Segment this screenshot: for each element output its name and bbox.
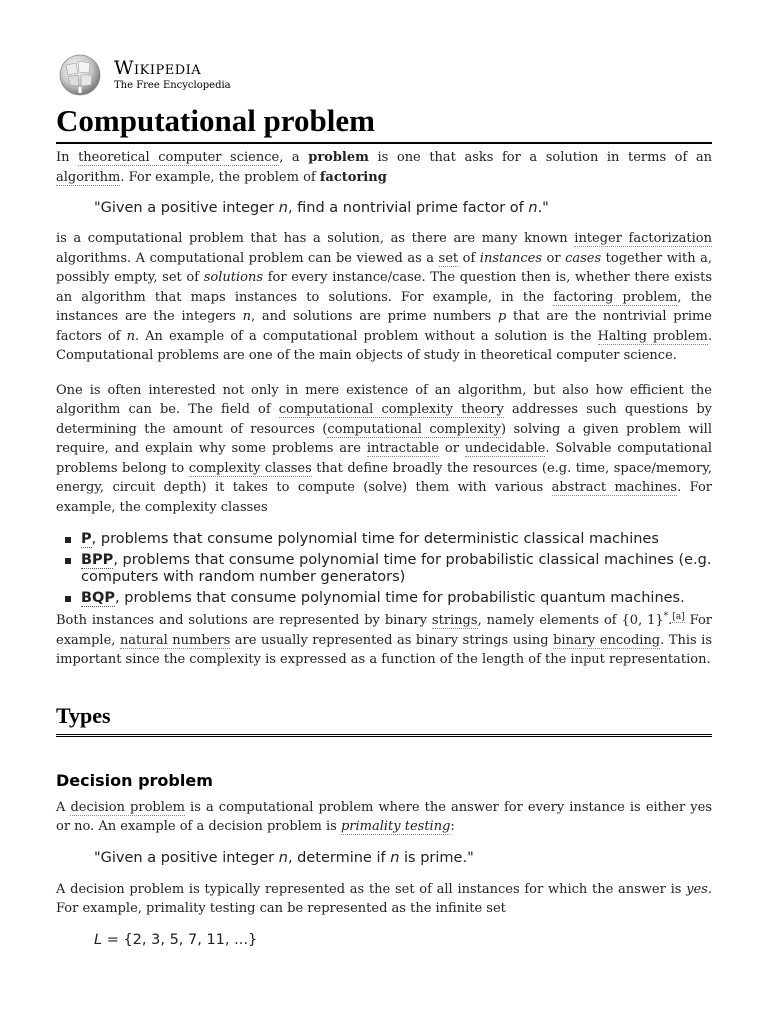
link-class-bqp[interactable]: BQP — [81, 590, 116, 606]
set-representation-paragraph: A decision problem is typically represented as the set of all instances for which the answer is yes. For example, primality testing can be represented as the infinite set — [56, 881, 712, 916]
link-strings[interactable]: strings — [431, 613, 478, 628]
link-algorithm[interactable]: algorithm — [56, 169, 121, 185]
list-item: BQP, problems that consume polynomial time for probabilistic quantum machines. — [65, 590, 712, 607]
bullet-icon — [65, 596, 71, 602]
primes-set-formula: L = {2, 3, 5, 7, 11, ...} — [94, 931, 258, 948]
bullet-icon — [65, 558, 71, 564]
wikipedia-tagline: The Free Encyclopedia — [114, 80, 231, 91]
article-page — [56, 52, 712, 948]
link-binary-encoding[interactable]: binary encoding — [553, 632, 661, 648]
list-item: P, problems that consume polynomial time for deterministic classical machines — [65, 531, 712, 548]
decision-paragraph: A decision problem is a computational problem where the answer for every instance is either yes or no. An example of a decision problem is primality testing: — [56, 799, 712, 834]
definition-paragraph: is a computational problem that has a solution, as there are many known integer factorization algorithms. A computational problem can be viewed as a set of instances or cases together with a, possibly empty, set of solutions for every instance/case. The question then is, whether there exists an algorithm that maps instances to solutions. For example, in the factoring problem, the instances are the integers n, and solutions are prime numbers p that are the nontrivial prime factors of n. An example of a computational problem without a solution is the Halting problem. Computational problems are one of the main objects of study in theoretical computer science. — [56, 231, 713, 363]
link-computational-complexity-theory[interactable]: computational complexity theory — [278, 402, 504, 417]
link-intractable[interactable]: intractable — [366, 441, 440, 456]
wikipedia-globe-icon — [56, 53, 104, 97]
primality-quote: "Given a positive integer n, determine if n is prime." — [94, 849, 474, 866]
page-title: Computational problem — [56, 98, 712, 144]
intro-paragraph: In theoretical computer science, a problem is one that asks for a solution in terms of an algorithm. For example, the problem of factoring — [56, 150, 712, 185]
link-primality-testing[interactable]: primality testing — [340, 819, 451, 834]
wikipedia-brand[interactable] — [56, 52, 712, 98]
wikipedia-wordmark: Wikipedia — [114, 57, 202, 79]
complexity-class-list — [56, 531, 712, 607]
link-factoring-problem[interactable]: factoring problem — [553, 289, 678, 305]
link-decision-problem[interactable]: decision problem — [70, 799, 185, 815]
link-class-bpp[interactable]: BPP — [81, 552, 114, 568]
representation-paragraph: Both instances and solutions are represented by binary strings, namely elements of {0, 1}*.[a] For example, natural numbers are usually represented as binary strings using binary encoding. This is important since the complexity is expressed as a function of the length of the input representation. — [56, 611, 713, 667]
list-item: BPP, problems that consume polynomial time for probabilistic classical machines (e.g. computers with random number generators) — [65, 552, 712, 586]
link-abstract-machines[interactable]: abstract machines — [551, 480, 678, 495]
link-halting-problem[interactable]: Halting problem — [597, 328, 708, 344]
subsection-heading-decision-problem: Decision problem — [56, 770, 213, 790]
footnote-a-link[interactable]: [a] — [672, 611, 685, 622]
link-natural-numbers[interactable]: natural numbers — [119, 632, 231, 648]
link-theoretical-computer-science[interactable]: theoretical computer science — [78, 150, 280, 165]
link-undecidable[interactable]: undecidable — [464, 441, 546, 456]
link-class-p[interactable]: P — [81, 531, 92, 547]
link-integer-factorization[interactable]: integer factorization — [574, 231, 712, 246]
link-set[interactable]: set — [438, 250, 459, 266]
link-complexity-classes[interactable]: complexity classes — [188, 460, 312, 476]
bullet-icon — [65, 537, 71, 543]
complexity-paragraph: One is often interested not only in mere existence of an algorithm, but also how efficient the algorithm can be. The field of computational complexity theory addresses such questions by determining the amount of resources (computational complexity) solving a given problem will require, and explain why some problems are intractable or undecidable. Solvable computational problems belong to complexity classes that define broadly the resources (e.g. time, space/memory, energy, circuit depth) it takes to compute (solve) them with various abstract machines. For example, the complexity classes — [56, 382, 713, 515]
link-computational-complexity[interactable]: computational complexity — [327, 421, 501, 437]
section-heading-types: Types — [56, 702, 712, 737]
factoring-quote: "Given a positive integer n, find a nontrivial prime factor of n." — [94, 200, 549, 216]
